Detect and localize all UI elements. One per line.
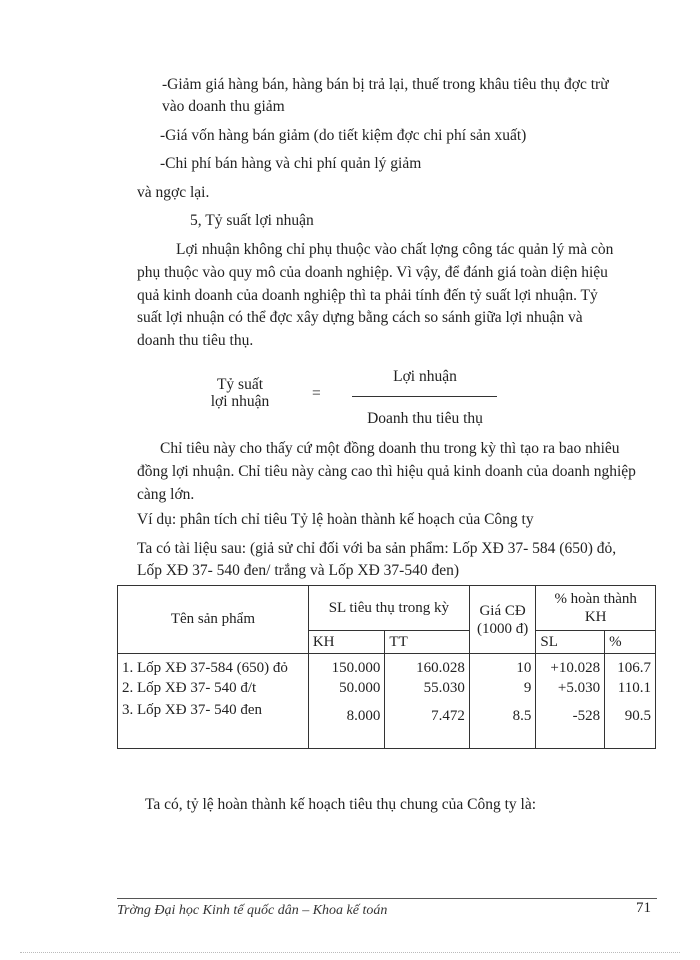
formula-numerator: Lợi nhuận: [393, 368, 457, 385]
paragraph-line: doanh thu tiêu thụ.: [137, 332, 254, 349]
paragraph-line: -Chi phí bán hàng và chi phí quản lý giảm: [160, 155, 422, 172]
tt-value: 7.472: [385, 702, 469, 749]
section-heading: 5, Tỷ suất lợi nhuận: [190, 212, 314, 229]
header-sl: SL: [536, 631, 605, 654]
product-name: 1. Lốp XĐ 37-584 (650) đỏ: [118, 654, 309, 681]
price-value: 8.5: [469, 702, 536, 749]
product-name: 3. Lốp XĐ 37- 540 đen: [118, 702, 309, 749]
pct-value: 106.7: [605, 654, 656, 681]
paragraph-line: Chỉ tiêu này cho thấy cứ một đồng doanh thu trong kỳ thì tạo ra bao nhiêu: [160, 440, 620, 457]
paragraph-line: Ta có, tỷ lệ hoàn thành kế hoạch tiêu thụ chung của Công ty là:: [145, 796, 537, 813]
table-row: [118, 680, 656, 702]
paragraph-line: phụ thuộc vào quy mô của doanh nghiệp. Vì vậy, để đánh giá toàn diện hiệu: [137, 264, 608, 281]
tt-value: 55.030: [385, 680, 469, 702]
page-edge-divider: [20, 952, 680, 953]
header-price: Giá CĐ (1000 đ): [469, 586, 536, 654]
sl-value: +10.028: [536, 654, 605, 681]
paragraph-line: suất lợi nhuận có thể đợc xây dựng bằng cách so sánh giữa lợi nhuận và: [137, 309, 583, 326]
formula-label: [200, 376, 280, 410]
paragraph-line: quả kinh doanh của doanh nghiệp thì ta phải tính đến tỷ suất lợi nhuận. Tỷ: [137, 287, 598, 304]
paragraph-line: Lốp XĐ 37- 540 đen/ trắng và Lốp XĐ 37-540 đen): [137, 562, 459, 579]
kh-value: 150.000: [308, 654, 385, 681]
formula-label-line: lợi nhuận: [210, 393, 270, 410]
paragraph-line: vào doanh thu giảm: [162, 98, 285, 115]
price-value: 10: [469, 654, 536, 681]
sl-value: -528: [536, 702, 605, 749]
header-tt: TT: [385, 631, 469, 654]
sl-value: +5.030: [536, 680, 605, 702]
fraction-bar: [352, 396, 497, 397]
product-name: 2. Lốp XĐ 37- 540 đ/t: [118, 680, 309, 702]
paragraph-line: càng lớn.: [137, 486, 195, 503]
formula-denominator: Doanh thu tiêu thụ: [367, 410, 483, 427]
header-kh: KH: [308, 631, 385, 654]
table-row: [118, 702, 656, 749]
paragraph-line: Ví dụ: phân tích chỉ tiêu Tỷ lệ hoàn thành kế hoạch của Công ty: [137, 511, 534, 528]
footer-text: Trờng Đại học Kinh tế quốc dân – Khoa kế toán: [117, 903, 388, 918]
page-number: 71: [636, 900, 651, 916]
paragraph-line: -Giá vốn hàng bán giảm (do tiết kiệm đợc chi phí sản xuất): [160, 127, 527, 144]
paragraph-line: Lợi nhuận không chỉ phụ thuộc vào chất lợng công tác quản lý mà còn: [176, 241, 614, 258]
header-pct: %: [605, 631, 656, 654]
paragraph-line: và ngợc lại.: [137, 184, 210, 201]
header-completion: % hoàn thành KH: [536, 586, 656, 631]
header-sales-volume: SL tiêu thụ trong kỳ: [308, 586, 469, 631]
footer-divider: [117, 898, 657, 899]
kh-value: 50.000: [308, 680, 385, 702]
product-completion-table: [117, 585, 656, 749]
price-value: 9: [469, 680, 536, 702]
paragraph-line: đồng lợi nhuận. Chỉ tiêu này càng cao thì hiệu quả kinh doanh của doanh nghiệp: [137, 463, 636, 480]
formula-equals: =: [312, 385, 321, 402]
pct-value: 110.1: [605, 680, 656, 702]
kh-value: 8.000: [308, 702, 385, 749]
header-product: Tên sản phẩm: [118, 586, 309, 654]
paragraph-line: -Giảm giá hàng bán, hàng bán bị trả lại, thuế trong khâu tiêu thụ đợc trừ: [162, 76, 609, 93]
paragraph-line: Ta có tài liệu sau: (giả sử chỉ đối với ba sản phẩm: Lốp XĐ 37- 584 (650) đỏ,: [137, 540, 617, 557]
formula-label-line: Tỷ suất: [216, 376, 264, 393]
table-row: [118, 654, 656, 681]
pct-value: 90.5: [605, 702, 656, 749]
tt-value: 160.028: [385, 654, 469, 681]
